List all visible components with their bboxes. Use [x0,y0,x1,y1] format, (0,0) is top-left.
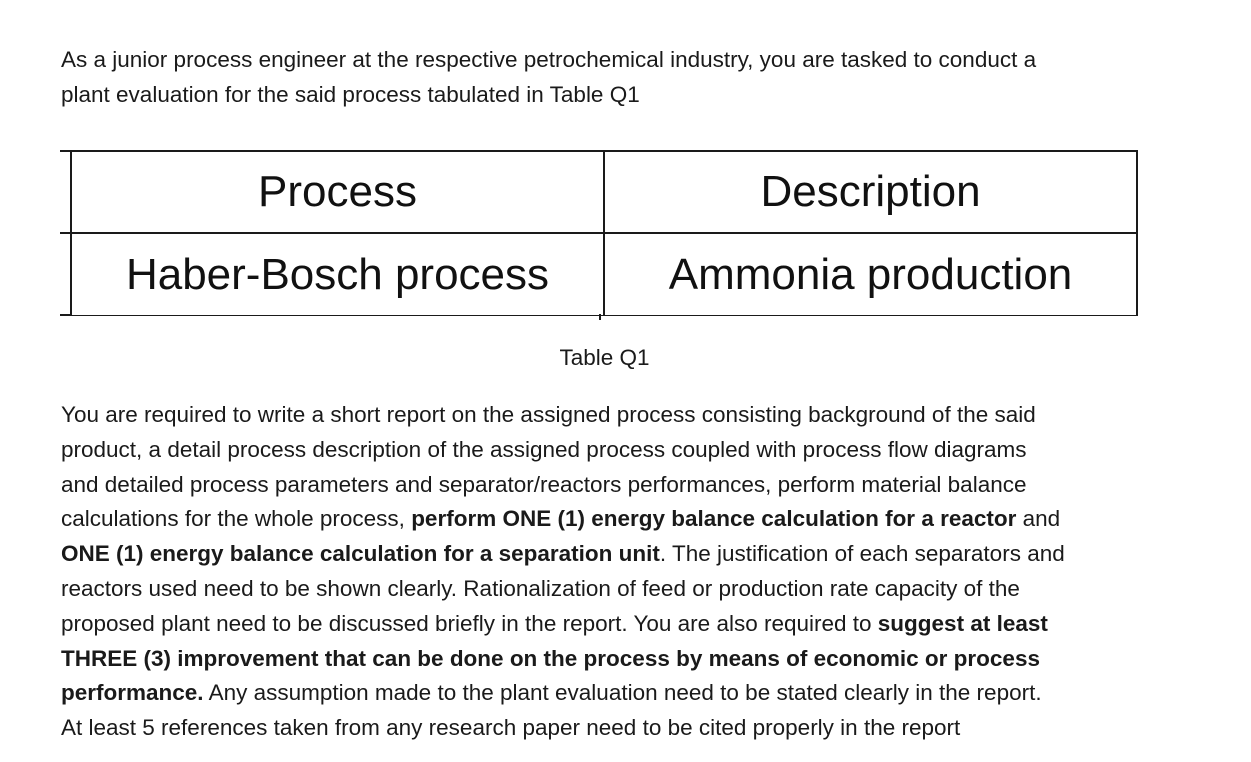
table-q1 [70,150,1138,316]
cell-description: Ammonia production [604,233,1137,316]
body-line-4-pre: calculations for the whole process, [61,506,412,532]
body-line-3: and detailed process parameters and separator/reactors performances, perform material balance [61,471,1027,497]
table-header-row [71,151,1137,233]
body-line-5-post: . The justification of each separators and [659,541,1065,567]
intro-line-1: As a junior process engineer at the respective petrochemical industry, you are tasked to conduct a [61,47,1037,72]
instructions-paragraph [61,398,1146,746]
body-line-7-bold: suggest at least [877,610,1048,636]
table-q1-container [60,150,1140,320]
body-line-1: You are required to write a short report on the assigned process consisting background of the said [61,402,1036,427]
body-line-6: reactors used need to be shown clearly. Rationalization of feed or production rate capacity of the [61,575,1020,601]
body-line-2: product, a detail process description of the assigned process coupled with process flow diagrams [61,436,1027,462]
intro-line-2: plant evaluation for the said process tabulated in Table Q1 [61,82,640,107]
header-process: Process [71,151,604,233]
body-line-5-bold: ONE (1) energy balance calculation for a separation unit [61,541,660,567]
body-line-4-bold: perform ONE (1) energy balance calculation for a reactor [411,506,1017,532]
cell-process: Haber-Bosch process [71,233,604,316]
table-row [71,233,1137,316]
intro-paragraph [61,42,1141,112]
header-description: Description [604,151,1137,233]
body-line-9-post: Any assumption made to the plant evaluation need to be stated clearly in the report. [203,680,1042,706]
body-line-8-bold: THREE (3) improvement that can be done on the process by means of economic or process [61,645,1040,671]
table-caption: Table Q1 [559,345,650,370]
body-line-4-post: and [1016,506,1061,532]
body-line-7-pre: proposed plant need to be discussed briefly in the report. You are also required to [61,610,878,636]
body-line-9-bold: performance. [61,680,204,706]
body-line-10: At least 5 references taken from any research paper need to be cited properly in the report [61,715,961,741]
